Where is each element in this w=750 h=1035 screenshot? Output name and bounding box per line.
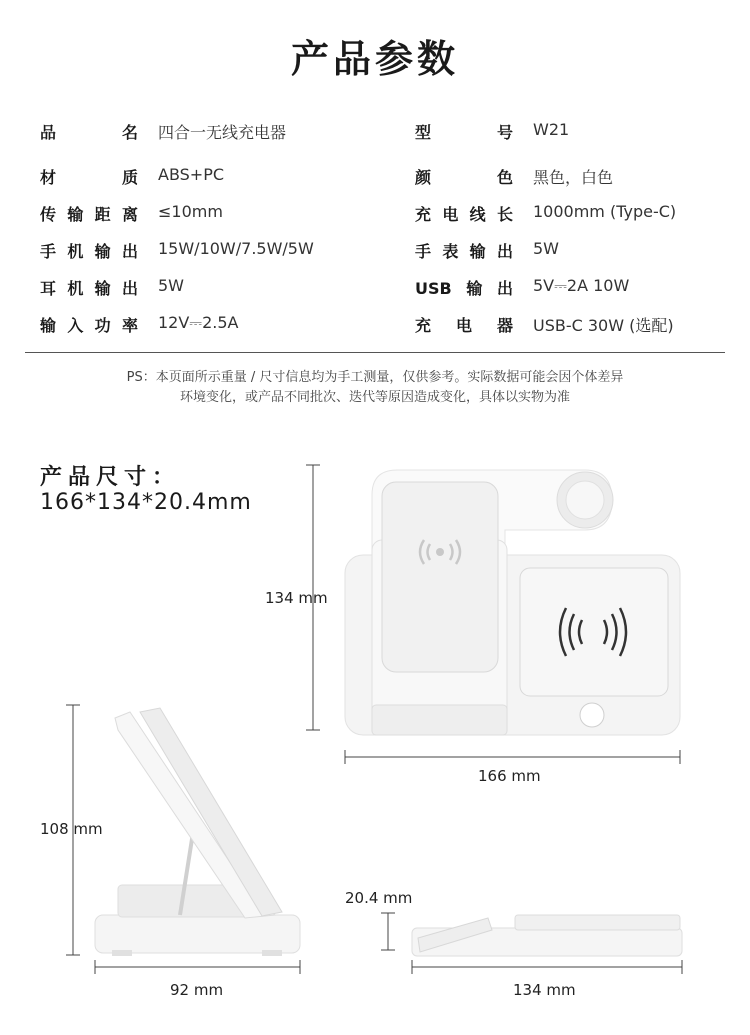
ps-note-line: PS：本页面所示重量 / 尺寸信息均为手工测量，仅供参考。实际数据可能会因个体差异 [126,370,624,385]
spec-value: 四合一无线充电器 [158,123,287,142]
spec-label: 传输距离 [40,205,138,224]
spec-label: 输入功率 [40,316,138,335]
spec-label: 颜色 [415,168,513,187]
side-view-illustration [95,708,300,956]
top-view-illustration [345,470,680,735]
spec-label: 材质 [40,168,138,187]
size-value: 166*134*20.4mm [40,490,252,515]
spec-value: W21 [533,120,570,139]
spec-label: 品名 [40,123,138,142]
spec-value: 1000mm (Type-C) [533,202,677,221]
spec-label: 充电线长 [415,205,513,224]
thin-view-illustration [412,915,682,956]
spec-label: 手机输出 [40,242,138,261]
dimension-label: 92 mm [170,981,224,999]
dimension-label: 134 mm [513,981,576,999]
ps-note-line: 环境变化，或产品不同批次、迭代等原因造成变化，具体以实物为准 [179,390,570,405]
spec-label: 手表输出 [415,242,513,261]
dimension-label: 166 mm [478,767,541,785]
spec-value: 5W [158,276,184,295]
spec-value: 15W/10W/7.5W/5W [158,239,314,258]
dimension-label: 20.4 mm [345,889,413,907]
spec-label: 充电器 [415,316,513,335]
size-label: 产品尺寸： [40,465,181,490]
spec-value: 5V⎓2A 10W [533,276,630,295]
spec-value: 黑色，白色 [533,168,614,187]
spec-label: 型号 [415,123,513,142]
dimension-label: 108 mm [40,820,103,838]
spec-value: 5W [533,239,559,258]
spec-value: ABS+PC [158,165,225,184]
spec-value: 12V⎓2.5A [158,313,239,332]
spec-value: ≤10mm [158,202,223,221]
spec-label: USB输出 [415,279,513,298]
spec-label: 耳机输出 [40,279,138,298]
spec-value: USB-C 30W (选配) [533,316,674,335]
dimension-label: 134 mm [265,589,328,607]
page-title: 产品参数 [290,37,459,81]
